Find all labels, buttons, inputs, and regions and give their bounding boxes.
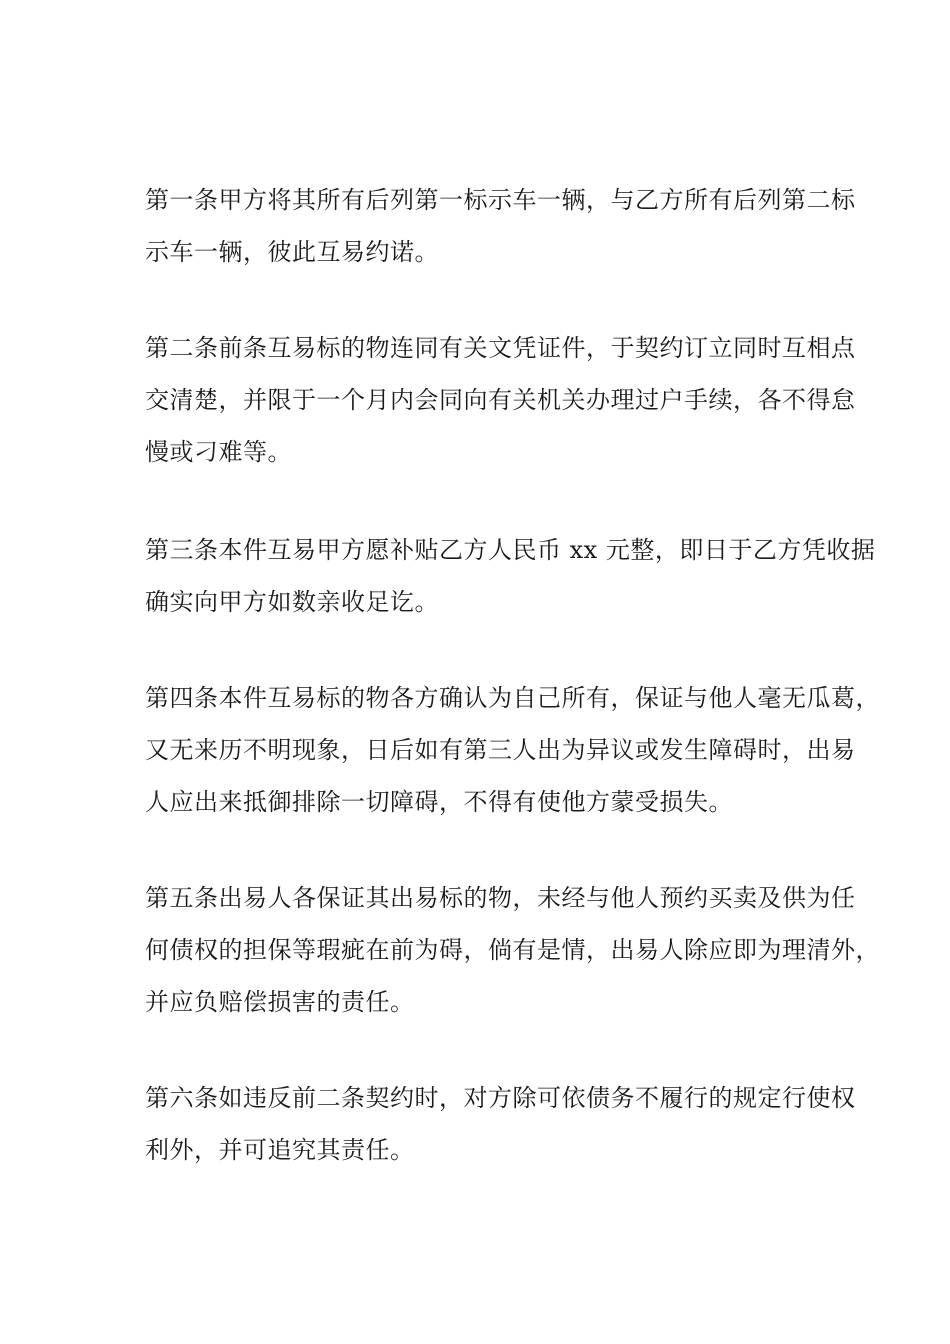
article-1-paragraph — [145, 174, 856, 278]
article-3-paragraph — [145, 524, 876, 628]
article-3-line-2: 确实向甲方如数亲收足讫。 — [145, 588, 439, 616]
article-3-line-1: 第三条本件互易甲方愿补贴乙方人民币 xx 元整，即日于乙方凭收据 — [145, 536, 876, 564]
article-1-line-2: 示车一辆，彼此互易约诺。 — [145, 238, 439, 266]
article-5-line-3: 并应负赔偿损害的责任。 — [145, 988, 415, 1016]
article-4-line-1: 第四条本件互易标的物各方确认为自己所有，保证与他人毫无瓜葛， — [145, 684, 880, 712]
article-1-line-1: 第一条甲方将其所有后列第一标示车一辆，与乙方所有后列第二标 — [145, 186, 856, 214]
article-6-line-2: 利外，并可追究其责任。 — [145, 1136, 415, 1164]
article-4-line-2: 又无来历不明现象，日后如有第三人出为异议或发生障碍时，出易 — [145, 736, 856, 764]
article-2-line-1: 第二条前条互易标的物连同有关文凭证件，于契约订立同时互相点 — [145, 334, 856, 362]
article-4-line-3: 人应出来抵御排除一切障碍，不得有使他方蒙受损失。 — [145, 788, 733, 816]
article-6-line-1: 第六条如违反前二条契约时，对方除可依债务不履行的规定行使权 — [145, 1084, 856, 1112]
article-5-paragraph — [145, 872, 880, 1028]
article-4-paragraph — [145, 672, 880, 828]
article-6-paragraph — [145, 1072, 856, 1176]
article-2-line-2: 交清楚，并限于一个月内会同向有关机关办理过户手续，各不得怠 — [145, 386, 856, 414]
article-5-line-1: 第五条出易人各保证其出易标的物，未经与他人预约买卖及供为任 — [145, 884, 856, 912]
article-2-line-3: 慢或刁难等。 — [145, 438, 292, 466]
article-2-paragraph — [145, 322, 856, 478]
article-5-line-2: 何债权的担保等瑕疵在前为碍，倘有是情，出易人除应即为理清外， — [145, 936, 880, 964]
